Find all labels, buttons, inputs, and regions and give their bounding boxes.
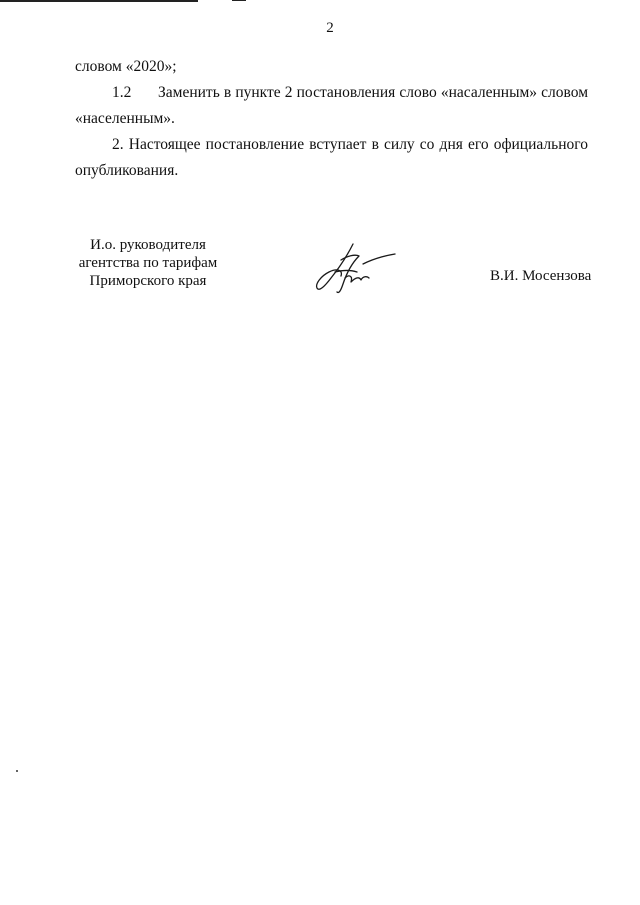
scan-speck (16, 770, 18, 772)
signer-name: В.И. Мосензова (490, 268, 592, 284)
signature-stroke (337, 255, 359, 292)
clause-text-continuation: «населенным». (75, 110, 175, 127)
signer-title-line: И.о. руководителя (90, 237, 206, 253)
signer-title (68, 236, 228, 290)
clause-text: Заменить в пункте 2 постановления слово «насаленным» словом (158, 84, 588, 101)
paragraph-clause-1-2 (75, 80, 588, 106)
signature-stroke (363, 254, 395, 264)
signature-stroke (317, 244, 353, 289)
scan-edge-mark (0, 0, 198, 2)
signer-title-line: агентства по тарифам (78, 255, 218, 271)
signature-stroke (335, 271, 357, 273)
page-number: 2 (326, 20, 334, 36)
paragraph-continuation: словом «2020»; (75, 58, 177, 75)
signature-stroke (345, 276, 369, 282)
handwritten-signature (313, 242, 403, 298)
scan-edge-mark (232, 0, 246, 1)
paragraph-clause-2: 2. Настоящее постановление вступает в силу со дня его официального опубликования. (75, 136, 588, 179)
signer-title-line: Приморского края (89, 273, 207, 289)
clause-number: 1.2 (112, 84, 132, 101)
document-body (75, 54, 588, 184)
